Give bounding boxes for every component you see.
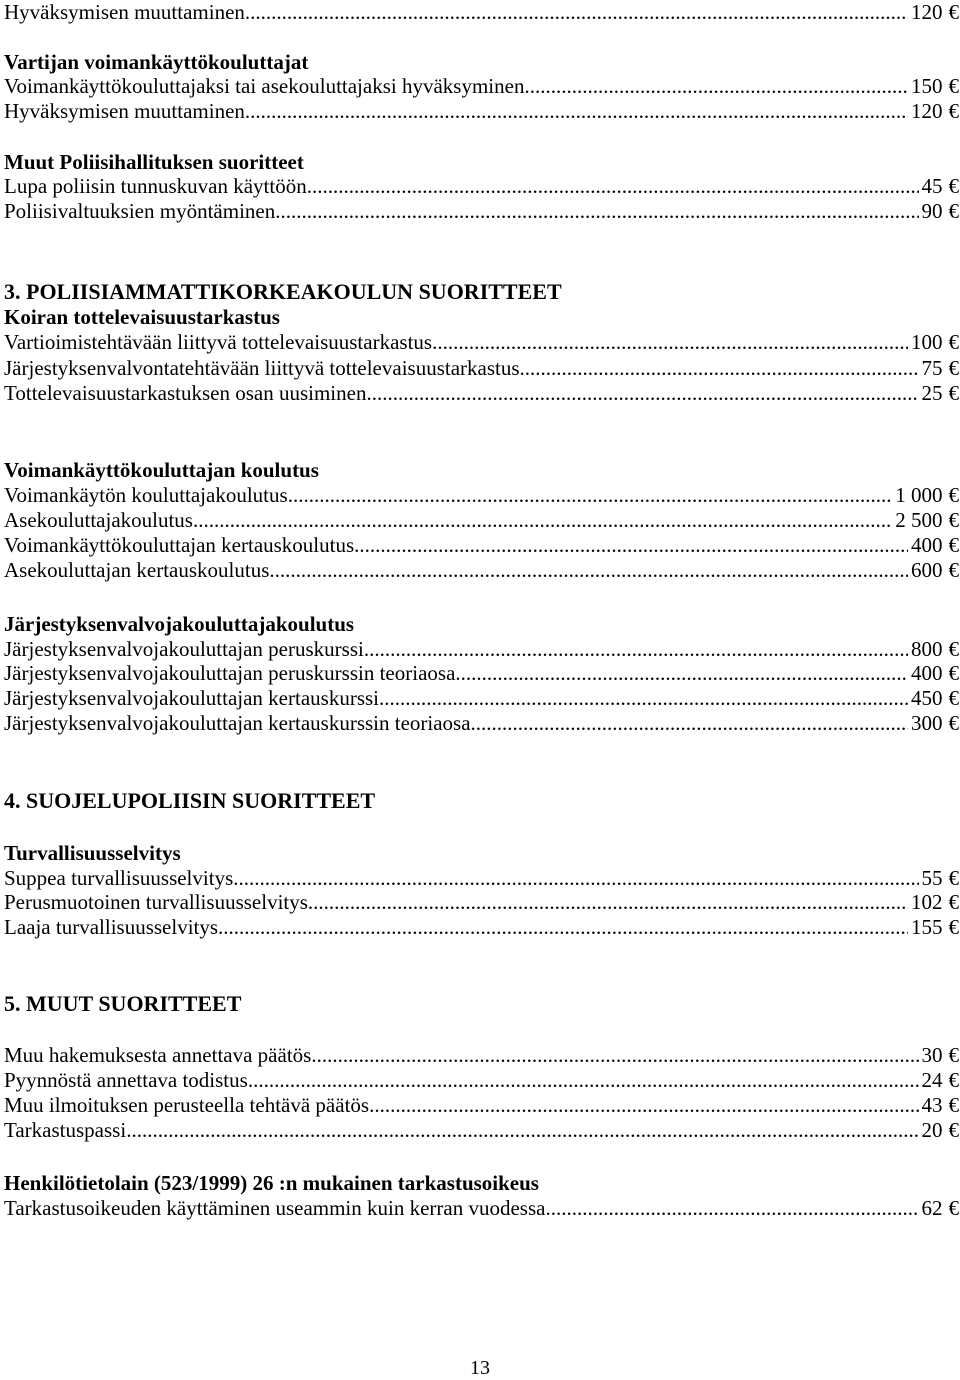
fee-label: Voimankäyttökouluttajan kertauskoulutus: [4, 533, 355, 557]
euro-sign: €: [948, 533, 959, 557]
fee-entry: [4, 356, 959, 380]
dot-leader: [275, 199, 918, 223]
fee-label: Tarkastusoikeuden käyttäminen useammin kuin kerran vuodessa: [4, 1196, 546, 1220]
dot-leader: [471, 711, 908, 735]
fee-entry: [4, 1093, 959, 1117]
euro-sign: €: [948, 99, 959, 123]
group-heading: Henkilötietolain (523/1999) 26 :n mukainen tarkastusoikeus: [4, 1171, 539, 1195]
fee-entry: [4, 199, 959, 223]
fee-entry: [4, 381, 959, 405]
fee-entry: [4, 890, 959, 914]
fee-amount: 43: [921, 1093, 943, 1117]
fee-entry: [4, 533, 959, 557]
fee-entry: [4, 686, 959, 710]
euro-sign: €: [948, 483, 959, 507]
dot-leader: [269, 558, 908, 582]
fee-entry: [4, 1118, 959, 1142]
dot-leader: [379, 686, 908, 710]
dot-leader: [245, 99, 908, 123]
euro-sign: €: [948, 1196, 959, 1220]
fee-entry: [4, 74, 959, 98]
fee-label: Järjestyksenvalvojakouluttajan peruskurssin teoriaosa: [4, 661, 456, 685]
fee-label: Voimankäytön kouluttajakoulutus: [4, 483, 288, 507]
fee-label: Laaja turvallisuusselvitys: [4, 915, 219, 939]
euro-sign: €: [948, 199, 959, 223]
group-heading: Muut Poliisihallituksen suoritteet: [4, 150, 304, 174]
dot-leader: [307, 174, 919, 198]
euro-sign: €: [948, 330, 959, 354]
fee-entry: [4, 1043, 959, 1067]
euro-sign: €: [948, 866, 959, 890]
dot-leader: [218, 915, 908, 939]
fee-amount: 62: [921, 1196, 943, 1220]
fee-label: Järjestyksenvalvojakouluttajan peruskurssi: [4, 637, 364, 661]
fee-entry: [4, 711, 959, 735]
fee-entry: [4, 330, 959, 354]
dot-leader: [193, 508, 892, 532]
section-title: 5. MUUT SUORITTEET: [4, 991, 242, 1016]
fee-label: Tarkastuspassi: [4, 1118, 127, 1142]
fee-entry: [4, 483, 959, 507]
fee-entry: [4, 508, 959, 532]
fee-label: Suppea turvallisuusselvitys: [4, 866, 234, 890]
dot-leader: [364, 637, 908, 661]
fee-amount: 20: [921, 1118, 943, 1142]
fee-amount: 30: [921, 1043, 943, 1067]
dot-leader: [432, 330, 908, 354]
dot-leader: [369, 1093, 918, 1117]
euro-sign: €: [948, 915, 959, 939]
fee-label: Muu ilmoituksen perusteella tehtävä päätös: [4, 1093, 370, 1117]
fee-label: Vartioimistehtävään liittyvä tottelevaisuustarkastus: [4, 330, 433, 354]
fee-amount: 120: [911, 0, 943, 24]
euro-sign: €: [948, 637, 959, 661]
fee-amount: 155: [911, 915, 943, 939]
euro-sign: €: [948, 686, 959, 710]
fee-label: Pyynnöstä annettava todistus: [4, 1068, 248, 1092]
fee-label: Järjestyksenvalvojakouluttajan kertauskurssi: [4, 686, 379, 710]
dot-leader: [366, 381, 918, 405]
fee-entry: [4, 99, 959, 123]
dot-leader: [520, 356, 919, 380]
dot-leader: [126, 1118, 918, 1142]
page-number: 13: [470, 1357, 490, 1379]
fee-label: Muu hakemuksesta annettava päätös: [4, 1043, 312, 1067]
fee-label: Hyväksymisen muuttaminen: [4, 0, 245, 24]
fee-amount: 600: [911, 558, 943, 582]
section-title: 3. POLIISIAMMATTIKORKEAKOULUN SUORITTEET: [4, 279, 562, 304]
fee-amount: 102: [911, 890, 943, 914]
fee-entry: [4, 0, 959, 24]
euro-sign: €: [948, 1118, 959, 1142]
fee-amount: 300: [911, 711, 943, 735]
dot-leader: [233, 866, 918, 890]
fee-label: Järjestyksenvalvontatehtävään liittyvä tottelevaisuustarkastus: [4, 356, 520, 380]
euro-sign: €: [948, 661, 959, 685]
dot-leader: [455, 661, 908, 685]
fee-amount: 1 000: [895, 483, 943, 507]
fee-label: Tottelevaisuustarkastuksen osan uusiminen: [4, 381, 367, 405]
fee-entry: [4, 915, 959, 939]
euro-sign: €: [948, 356, 959, 380]
fee-label: Perusmuotoinen turvallisuusselvitys: [4, 890, 308, 914]
dot-leader: [245, 0, 908, 24]
fee-label: Voimankäyttökouluttajaksi tai asekouluttajaksi hyväksyminen: [4, 74, 525, 98]
fee-entry: [4, 637, 959, 661]
fee-amount: 400: [911, 661, 943, 685]
fee-amount: 55: [921, 866, 943, 890]
fee-amount: 25: [921, 381, 943, 405]
fee-amount: 800: [911, 637, 943, 661]
euro-sign: €: [948, 508, 959, 532]
group-heading: Järjestyksenvalvojakouluttajakoulutus: [4, 612, 355, 636]
fee-amount: 450: [911, 686, 943, 710]
fee-amount: 75: [921, 356, 943, 380]
fee-entry: [4, 866, 959, 890]
fee-entry: [4, 1196, 959, 1220]
group-heading: Koiran tottelevaisuustarkastus: [4, 305, 280, 329]
euro-sign: €: [948, 1093, 959, 1117]
group-heading: Vartijan voimankäyttökouluttajat: [4, 50, 309, 74]
dot-leader: [308, 890, 908, 914]
fee-label: Asekouluttajakoulutus: [4, 508, 193, 532]
fee-amount: 45: [921, 174, 943, 198]
dot-leader: [524, 74, 908, 98]
fee-amount: 100: [911, 330, 943, 354]
euro-sign: €: [948, 711, 959, 735]
euro-sign: €: [948, 558, 959, 582]
fee-amount: 150: [911, 74, 943, 98]
section-title: 4. SUOJELUPOLIISIN SUORITTEET: [4, 788, 376, 813]
fee-amount: 400: [911, 533, 943, 557]
fee-entry: [4, 1068, 959, 1092]
dot-leader: [288, 483, 893, 507]
dot-leader: [545, 1196, 918, 1220]
fee-amount: 120: [911, 99, 943, 123]
euro-sign: €: [948, 0, 959, 24]
dot-leader: [354, 533, 908, 557]
fee-label: Järjestyksenvalvojakouluttajan kertauskurssin teoriaosa: [4, 711, 471, 735]
fee-label: Poliisivaltuuksien myöntäminen: [4, 199, 276, 223]
euro-sign: €: [948, 1043, 959, 1067]
euro-sign: €: [948, 381, 959, 405]
fee-entry: [4, 558, 959, 582]
fee-entry: [4, 174, 959, 198]
group-heading: Turvallisuusselvitys: [4, 841, 181, 865]
dot-leader: [248, 1068, 919, 1092]
euro-sign: €: [948, 890, 959, 914]
fee-label: Lupa poliisin tunnuskuvan käyttöön: [4, 174, 307, 198]
euro-sign: €: [948, 174, 959, 198]
fee-label: Hyväksymisen muuttaminen: [4, 99, 245, 123]
fee-amount: 24: [921, 1068, 943, 1092]
fee-amount: 90: [921, 199, 943, 223]
fee-amount: 2 500: [895, 508, 943, 532]
euro-sign: €: [948, 74, 959, 98]
dot-leader: [311, 1043, 918, 1067]
fee-label: Asekouluttajan kertauskoulutus: [4, 558, 270, 582]
fee-entry: [4, 661, 959, 685]
group-heading: Voimankäyttökouluttajan koulutus: [4, 458, 319, 482]
euro-sign: €: [948, 1068, 959, 1092]
